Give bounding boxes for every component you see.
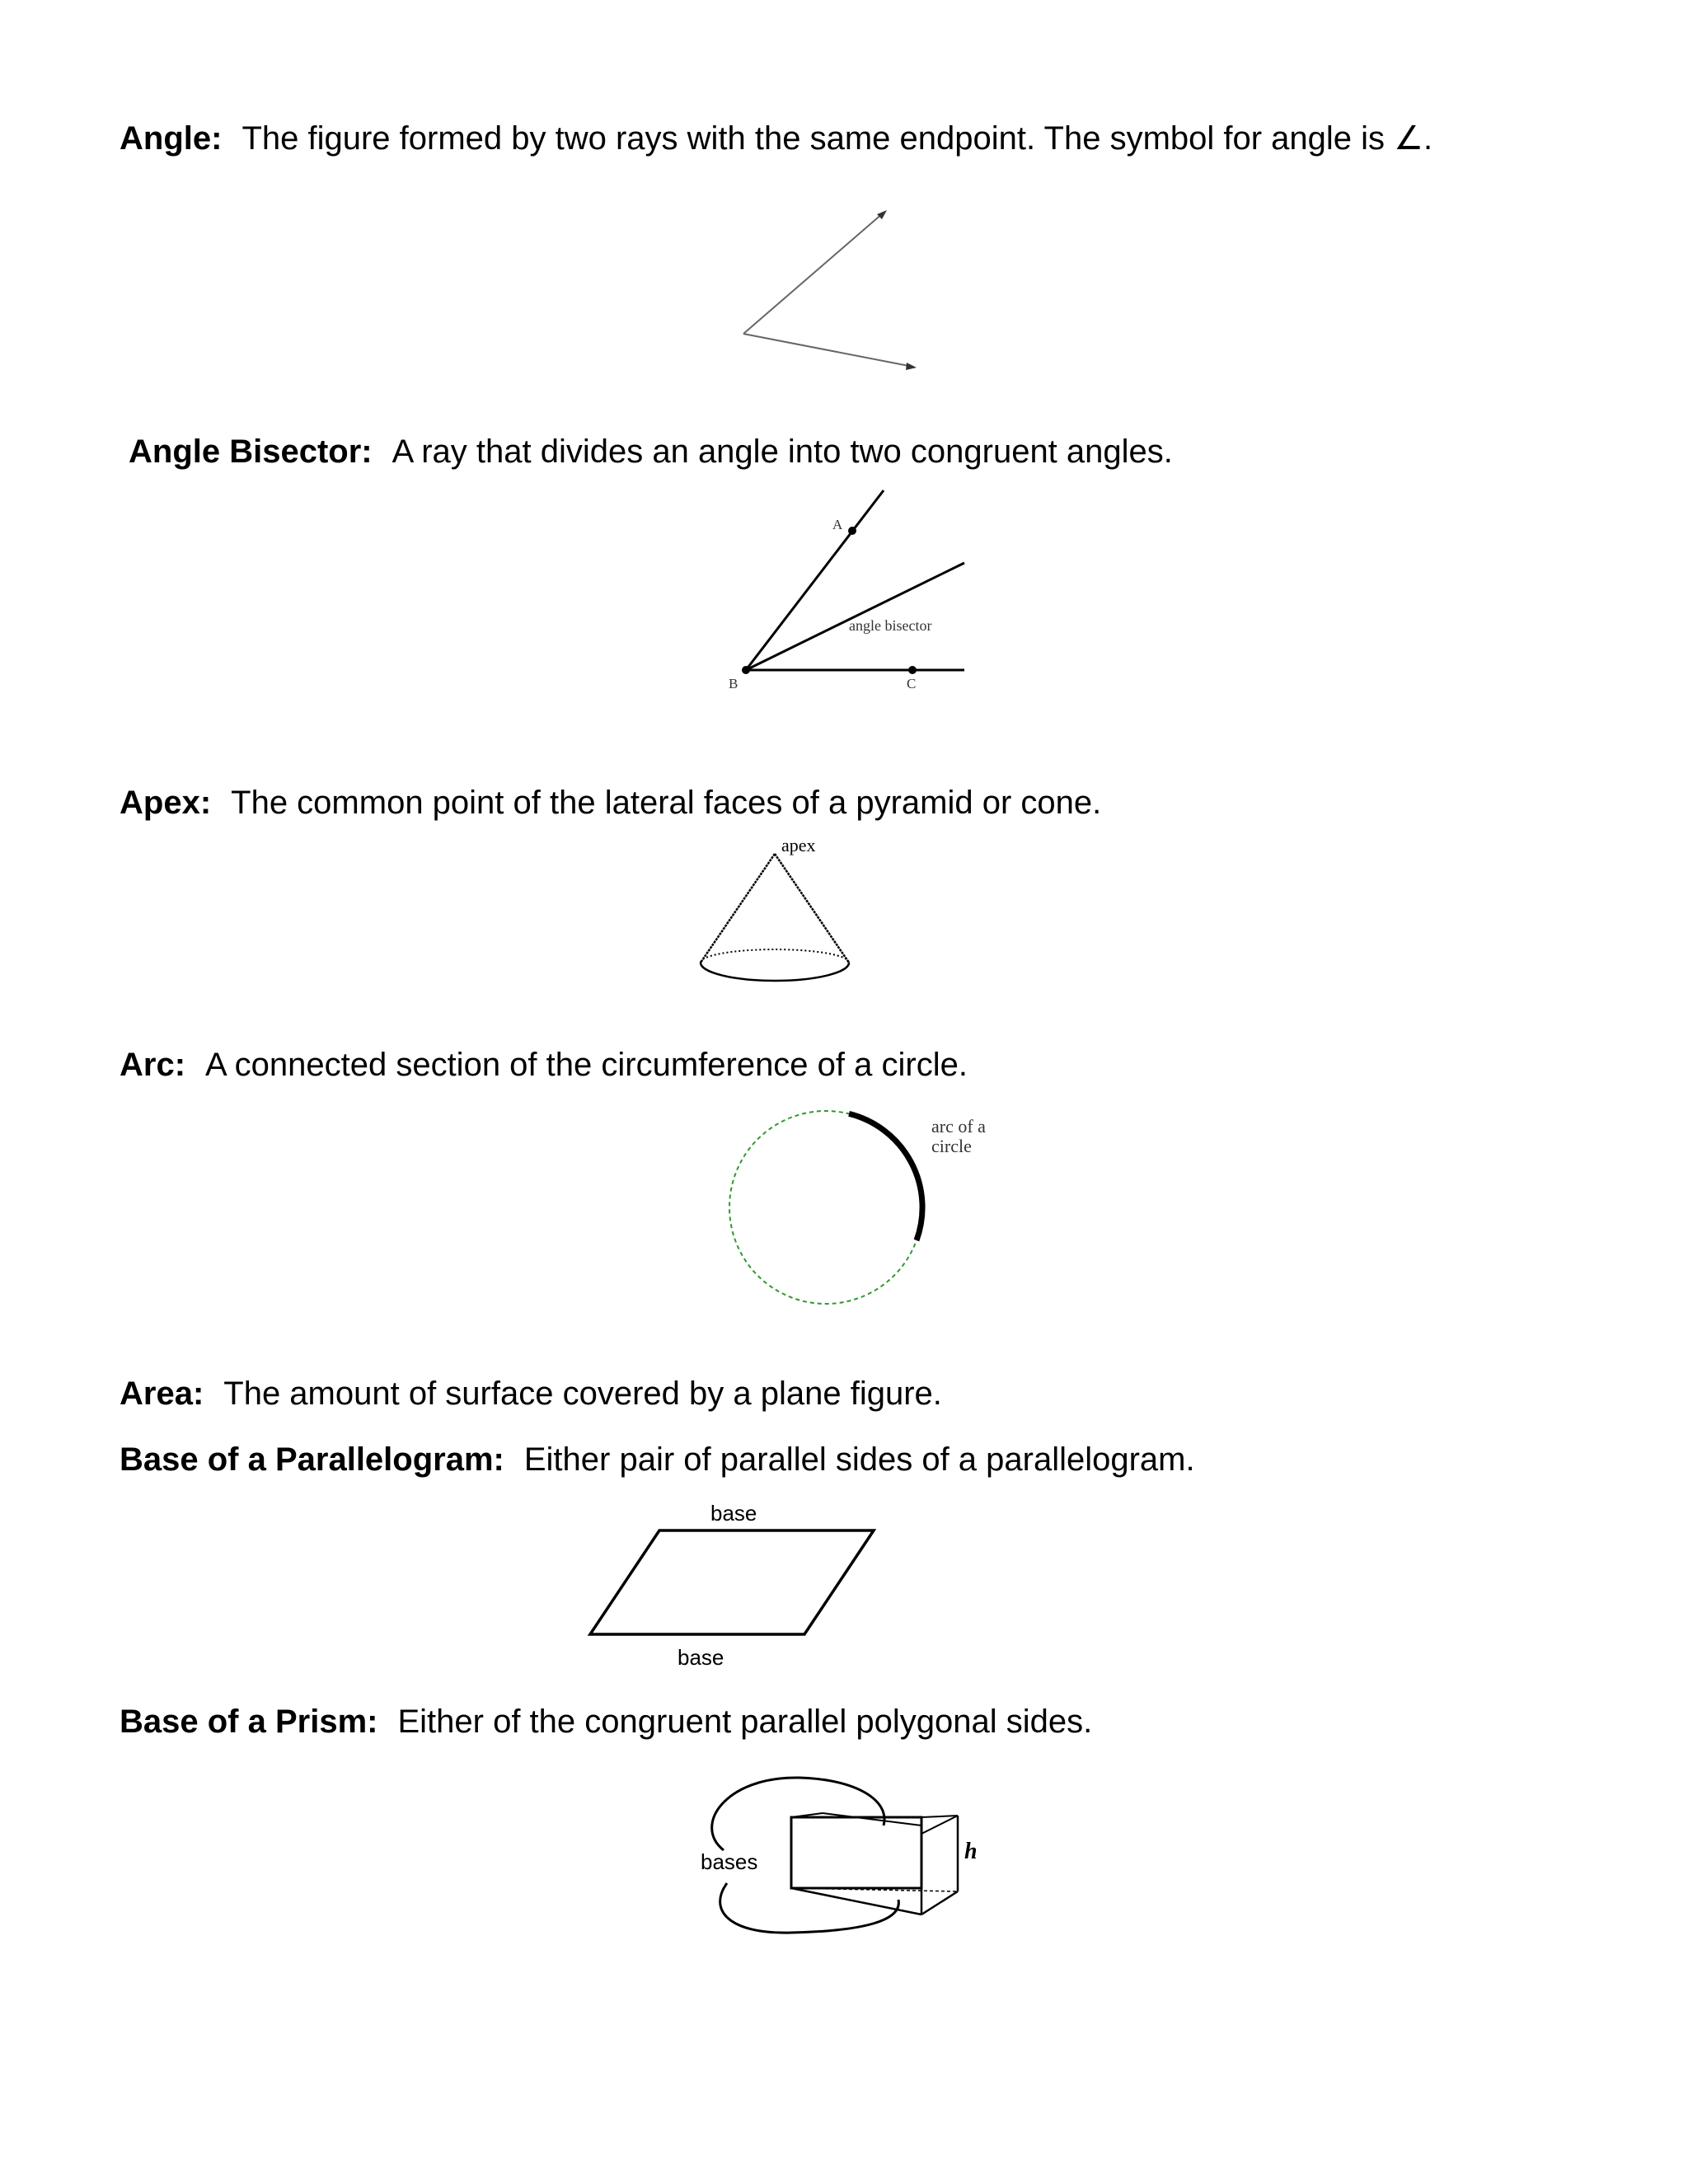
term-label: Base of a Parallelogram: bbox=[120, 1441, 504, 1478]
point-a-label: A bbox=[832, 517, 843, 532]
parallelogram-figure bbox=[577, 1496, 890, 1673]
term-label: Area: bbox=[120, 1376, 204, 1412]
bottom-base-pointer bbox=[720, 1883, 899, 1933]
arc-label-line1: arc of a bbox=[931, 1116, 986, 1137]
top-base-pointer bbox=[712, 1778, 884, 1850]
angle-figure bbox=[725, 198, 940, 379]
prism-front-face bbox=[791, 1817, 921, 1888]
term-label: Angle: bbox=[120, 120, 223, 157]
cone-right-side bbox=[775, 854, 849, 963]
prism-top-edge-slant bbox=[823, 1813, 921, 1825]
cone-base-front bbox=[701, 963, 849, 981]
definition-text: The figure formed by two rays with the same endpoint. The symbol for angle is ∠. bbox=[241, 120, 1433, 157]
cone-left-side bbox=[701, 854, 775, 963]
definition-text: Either pair of parallel sides of a parallelogram. bbox=[523, 1441, 1195, 1478]
point-c-dot bbox=[908, 666, 917, 674]
height-label: h bbox=[964, 1839, 978, 1864]
entry-arc bbox=[120, 1045, 968, 1085]
prism-right-top bbox=[921, 1816, 958, 1834]
term-label: Apex: bbox=[120, 785, 212, 821]
bisector-ray bbox=[746, 563, 964, 670]
prism-front-bottom bbox=[791, 1888, 921, 1915]
bisector-label: angle bisector bbox=[849, 617, 932, 634]
prism-figure bbox=[692, 1768, 989, 1961]
point-b-dot bbox=[742, 666, 750, 674]
definition-text: A connected section of the circumference of a circle. bbox=[205, 1047, 968, 1083]
entry-base-of-parallelogram bbox=[120, 1440, 1195, 1479]
entry-angle bbox=[120, 119, 1432, 158]
top-base-label: base bbox=[710, 1501, 757, 1526]
entry-base-of-prism bbox=[120, 1702, 1092, 1741]
apex-label: apex bbox=[781, 835, 816, 855]
definition-text: A ray that divides an angle into two congruent angles. bbox=[392, 434, 1173, 470]
entry-angle-bisector bbox=[129, 432, 1173, 471]
point-a-dot bbox=[848, 527, 856, 535]
term-label: Arc: bbox=[120, 1047, 186, 1083]
point-c-label: C bbox=[907, 676, 917, 691]
highlighted-arc bbox=[849, 1113, 922, 1240]
term-label: Base of a Prism: bbox=[120, 1704, 378, 1740]
cone-figure bbox=[692, 832, 857, 993]
cone-base-back bbox=[701, 949, 849, 963]
angle-ray-right bbox=[743, 334, 913, 367]
arc-figure bbox=[734, 1100, 1014, 1315]
point-b-label: B bbox=[729, 676, 738, 691]
arc-label-line2: circle bbox=[931, 1136, 972, 1156]
parallelogram-shape bbox=[590, 1530, 874, 1634]
bases-label: bases bbox=[701, 1849, 758, 1874]
definition-text: Either of the congruent parallel polygonal sides. bbox=[397, 1704, 1093, 1740]
angle-ray-right-arrowhead bbox=[906, 363, 917, 370]
prism-top-edge-right bbox=[921, 1816, 958, 1817]
angle-bisector-figure bbox=[717, 482, 981, 696]
term-label: Angle Bisector: bbox=[129, 434, 373, 470]
entry-apex bbox=[120, 783, 1101, 823]
prism-bottom-right bbox=[921, 1891, 958, 1915]
definition-text: The amount of surface covered by a plane figure. bbox=[223, 1376, 942, 1412]
ray-ba bbox=[746, 490, 884, 670]
definition-text: The common point of the lateral faces of a pyramid or cone. bbox=[231, 785, 1102, 821]
bottom-base-label: base bbox=[678, 1645, 724, 1670]
angle-ray-up bbox=[743, 213, 884, 334]
entry-area bbox=[120, 1374, 942, 1413]
